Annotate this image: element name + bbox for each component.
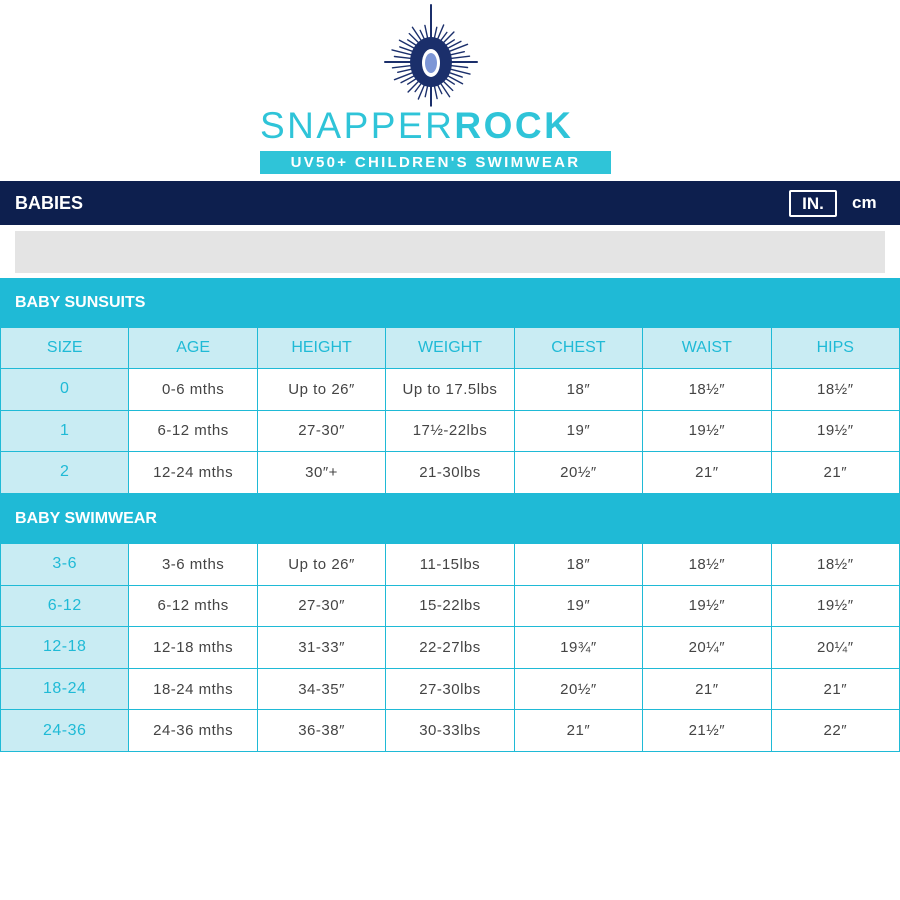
measure-cell: 22″ [771,710,899,752]
brand-name [260,104,620,148]
column-header: WAIST [643,328,771,369]
measure-cell: 6-12 mths [129,410,257,452]
brand-name-bold: ROCK [454,105,574,146]
brand-name-light: SNAPPER [260,105,455,146]
measure-cell: Up to 26″ [257,369,385,411]
table-row [1,627,900,669]
size-cell: 18-24 [1,668,129,710]
size-table-sunsuits [0,327,900,494]
brand-logo [0,0,900,180]
measure-cell: 19½″ [643,410,771,452]
measure-cell: 21½″ [643,710,771,752]
measure-cell: 36-38″ [257,710,385,752]
measure-cell: 17½-22lbs [386,410,514,452]
measure-cell: 19¾″ [514,627,642,669]
table-row [1,410,900,452]
measure-cell: 19″ [514,585,642,627]
measure-cell: 30-33lbs [386,710,514,752]
measure-cell: 21″ [643,452,771,494]
measure-cell: Up to 17.5lbs [386,369,514,411]
size-cell: 24-36 [1,710,129,752]
measure-cell: 20¼″ [643,627,771,669]
size-cell: 1 [1,410,129,452]
measure-cell: 20½″ [514,668,642,710]
section-title: BABIES [15,193,84,213]
measure-cell: 18″ [514,544,642,586]
category-bar-sunsuits: BABY SUNSUITS [0,278,900,327]
measure-cell: 18½″ [771,544,899,586]
table-row [1,369,900,411]
measure-cell: 6-12 mths [129,585,257,627]
measure-cell: 12-24 mths [129,452,257,494]
size-table-swimwear [0,543,900,752]
column-header: AGE [129,328,257,369]
measure-cell: 19½″ [771,585,899,627]
category-bar-swimwear: BABY SWIMWEAR [0,494,900,543]
measure-cell: 27-30″ [257,410,385,452]
measure-cell: 18″ [514,369,642,411]
table-row [1,710,900,752]
measure-cell: 20¼″ [771,627,899,669]
measure-cell: 0-6 mths [129,369,257,411]
unit-toggle-cm[interactable]: cm [852,193,877,212]
measure-cell: 18½″ [643,544,771,586]
column-header: HIPS [771,328,899,369]
table-row [1,452,900,494]
sea-urchin-logo-icon [372,0,488,110]
measure-cell: 18-24 mths [129,668,257,710]
measure-cell: 19½″ [643,585,771,627]
measure-cell: 12-18 mths [129,627,257,669]
measure-cell: 19½″ [771,410,899,452]
size-cell: 0 [1,369,129,411]
column-header: CHEST [514,328,642,369]
measure-cell: 27-30lbs [386,668,514,710]
column-header: HEIGHT [257,328,385,369]
measure-cell: 27-30″ [257,585,385,627]
section-header [0,181,900,225]
size-cell: 2 [1,452,129,494]
measure-cell: 34-35″ [257,668,385,710]
measure-cell: 22-27lbs [386,627,514,669]
measure-cell: 21″ [771,668,899,710]
measure-cell: 30″+ [257,452,385,494]
table-row [1,668,900,710]
measure-cell: 21″ [643,668,771,710]
brand-tagline: UV50+ CHILDREN'S SWIMWEAR [260,151,611,174]
measure-cell: 31-33″ [257,627,385,669]
measure-cell: 11-15lbs [386,544,514,586]
measure-cell: 19″ [514,410,642,452]
size-cell: 6-12 [1,585,129,627]
measure-cell: 18½″ [643,369,771,411]
measure-cell: 24-36 mths [129,710,257,752]
column-header: SIZE [1,328,129,369]
measure-cell: 21″ [514,710,642,752]
measure-cell: Up to 26″ [257,544,385,586]
measure-cell: 15-22lbs [386,585,514,627]
size-cell: 12-18 [1,627,129,669]
column-header: WEIGHT [386,328,514,369]
size-cell: 3-6 [1,544,129,586]
info-panel [15,231,885,273]
measure-cell: 3-6 mths [129,544,257,586]
unit-toggle-inches[interactable]: IN. [789,190,837,217]
measure-cell: 20½″ [514,452,642,494]
table-row [1,544,900,586]
measure-cell: 21″ [771,452,899,494]
measure-cell: 18½″ [771,369,899,411]
measure-cell: 21-30lbs [386,452,514,494]
table-row [1,585,900,627]
table-header-row [1,328,900,369]
